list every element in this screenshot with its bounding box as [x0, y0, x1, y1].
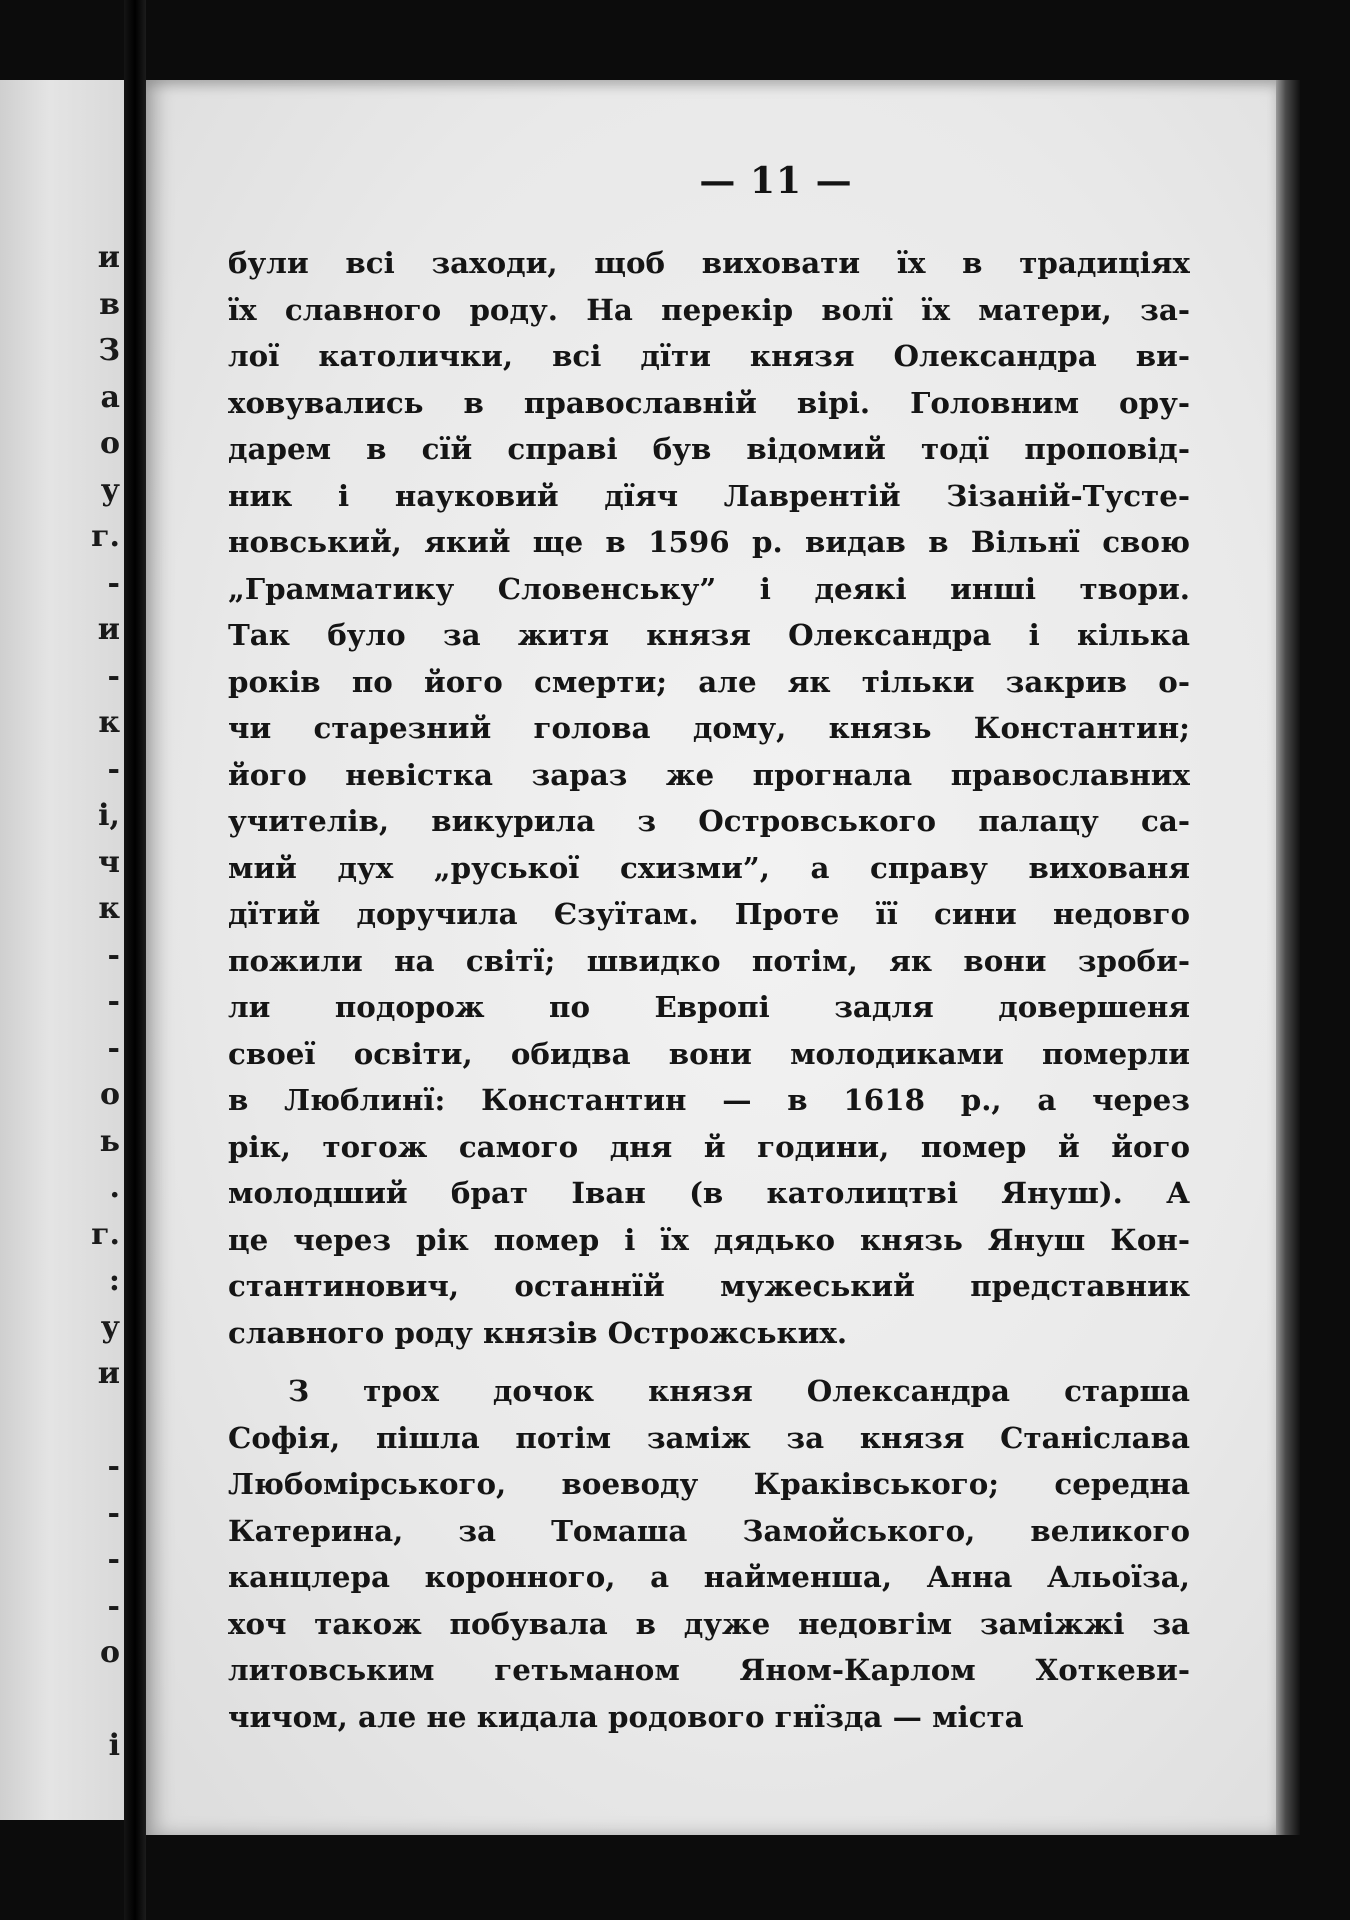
text-line: пожили на світї; швидко потім, як вони зроби- [228, 942, 1190, 978]
text-line: в Люблинї: Константин — в 1618 р., а через [228, 1082, 1190, 1117]
previous-page-fragment: о [99, 1077, 120, 1112]
previous-page-fragment: - [107, 984, 120, 1019]
previous-page-fragment: - [107, 1542, 120, 1577]
text-line: Так було за житя князя Олександра і кілька [228, 617, 1190, 652]
text-line: Катерина, за Томаша Замойського, великого [228, 1512, 1190, 1548]
text-line: хоч також побувала в дуже недовгім заміжжі за [228, 1605, 1190, 1641]
previous-page-fragment: - [107, 1449, 120, 1484]
previous-page-fragment: : [108, 1263, 120, 1298]
previous-page-fragment: - [107, 1495, 120, 1531]
text-line: молодший брат Іван (в католицтві Януш). А [228, 1175, 1190, 1210]
text-line: Софія, пішла потім заміж за князя Станіслава [228, 1419, 1190, 1455]
text-line: його невістка зараз же прогнала православних [228, 756, 1190, 792]
text-line: років по його смерти; але як тільки закрив о- [228, 663, 1190, 699]
previous-page-fragment: в [99, 286, 120, 322]
previous-page-fragment: к [98, 891, 120, 926]
previous-page-fragment: о [99, 426, 120, 461]
text-line: це через рік помер і їх дядько князь Януш Кон- [228, 1221, 1190, 1257]
previous-page-fragment: - [107, 751, 120, 787]
previous-page-fragment: і, [98, 798, 120, 833]
text-line: литовським гетьманом Яном-Карлом Хоткеви- [228, 1652, 1190, 1687]
page-body-text [228, 240, 1190, 1740]
previous-page-fragment: и [97, 612, 120, 647]
text-line: дїтий доручила Єзуїтам. Проте її сини недовго [228, 896, 1190, 931]
previous-page-fragment [80, 1677, 120, 1724]
page-number: — 11 — [699, 160, 853, 202]
text-line: рік, тогож самого дня й години, помер й його [228, 1128, 1190, 1164]
previous-page-fragment: і [108, 1728, 120, 1763]
previous-page-fragment: - [107, 937, 120, 973]
paragraph-gap [228, 1356, 1190, 1368]
previous-page-fragment: и [97, 240, 120, 275]
text-line: учителів, викурила з Островського палацу са- [228, 803, 1190, 838]
text-line: чи старезний голова дому, князь Константин; [228, 710, 1190, 745]
previous-page-fragment: З [98, 333, 120, 368]
previous-page-fragment: - [107, 1030, 120, 1066]
text-line: Любомірського, воеводу Краківського; середна [228, 1466, 1190, 1501]
text-line: їх славного роду. На перекір волї їх матери, за- [228, 291, 1190, 327]
previous-page-fragment: у [100, 472, 120, 508]
text-line: З трох дочок князя Олександра старша [288, 1373, 1190, 1408]
text-line: чичом, але не кидала родового гнїзда — міста [228, 1698, 1024, 1734]
text-line: стантинович, останнїй мужеський представник [228, 1268, 1190, 1303]
text-line: лої католички, всі дїти князя Олександра ви- [228, 338, 1190, 373]
text-line: ли подорож по Европі задля довершеня [228, 989, 1190, 1024]
previous-page-fragment: и [97, 1356, 120, 1391]
previous-page-line-endings [80, 235, 120, 1770]
text-line: своеї освіти, обидва вони молодиками померли [228, 1035, 1190, 1071]
previous-page-fragment: - [107, 565, 120, 601]
previous-page-edge [0, 80, 124, 1820]
text-line: „Грамматику Словенську” і деякі инші твори. [228, 570, 1190, 606]
previous-page-fragment: - [107, 658, 120, 694]
book-gutter [124, 0, 146, 1920]
text-line: славного роду князів Острожських. [228, 1314, 848, 1350]
previous-page-fragment: к [98, 705, 120, 740]
text-line: дарем в сїй справі був відомий тодї проповід- [228, 431, 1190, 466]
previous-page-fragment: о [99, 1635, 120, 1670]
book-page [146, 80, 1276, 1835]
previous-page-fragment: ь [99, 1123, 120, 1159]
previous-page-fragment [80, 1398, 120, 1445]
text-line: мий дух „руської схизми”, а справу вихованя [228, 849, 1190, 885]
previous-page-fragment: . [109, 1170, 120, 1205]
text-line: ховувались в православній вірі. Головним ору- [228, 384, 1190, 420]
previous-page-fragment: г. [91, 1216, 120, 1252]
text-line: новський, який ще в 1596 р. видав в Вільнї свою [228, 524, 1190, 559]
previous-page-fragment: а [100, 379, 120, 415]
previous-page-fragment: г. [91, 519, 120, 554]
text-line: ник і науковий дїяч Лаврентій Зізаній-Тусте- [228, 477, 1190, 513]
previous-page-fragment: у [100, 1309, 120, 1345]
text-line: були всі заходи, щоб виховати їх в традиціях [228, 245, 1190, 280]
previous-page-fragment: ч [98, 844, 120, 880]
text-line: канцлера коронного, а найменша, Анна Альоїза, [228, 1559, 1190, 1594]
previous-page-fragment: - [107, 1588, 120, 1624]
page-right-edge [1276, 80, 1300, 1835]
